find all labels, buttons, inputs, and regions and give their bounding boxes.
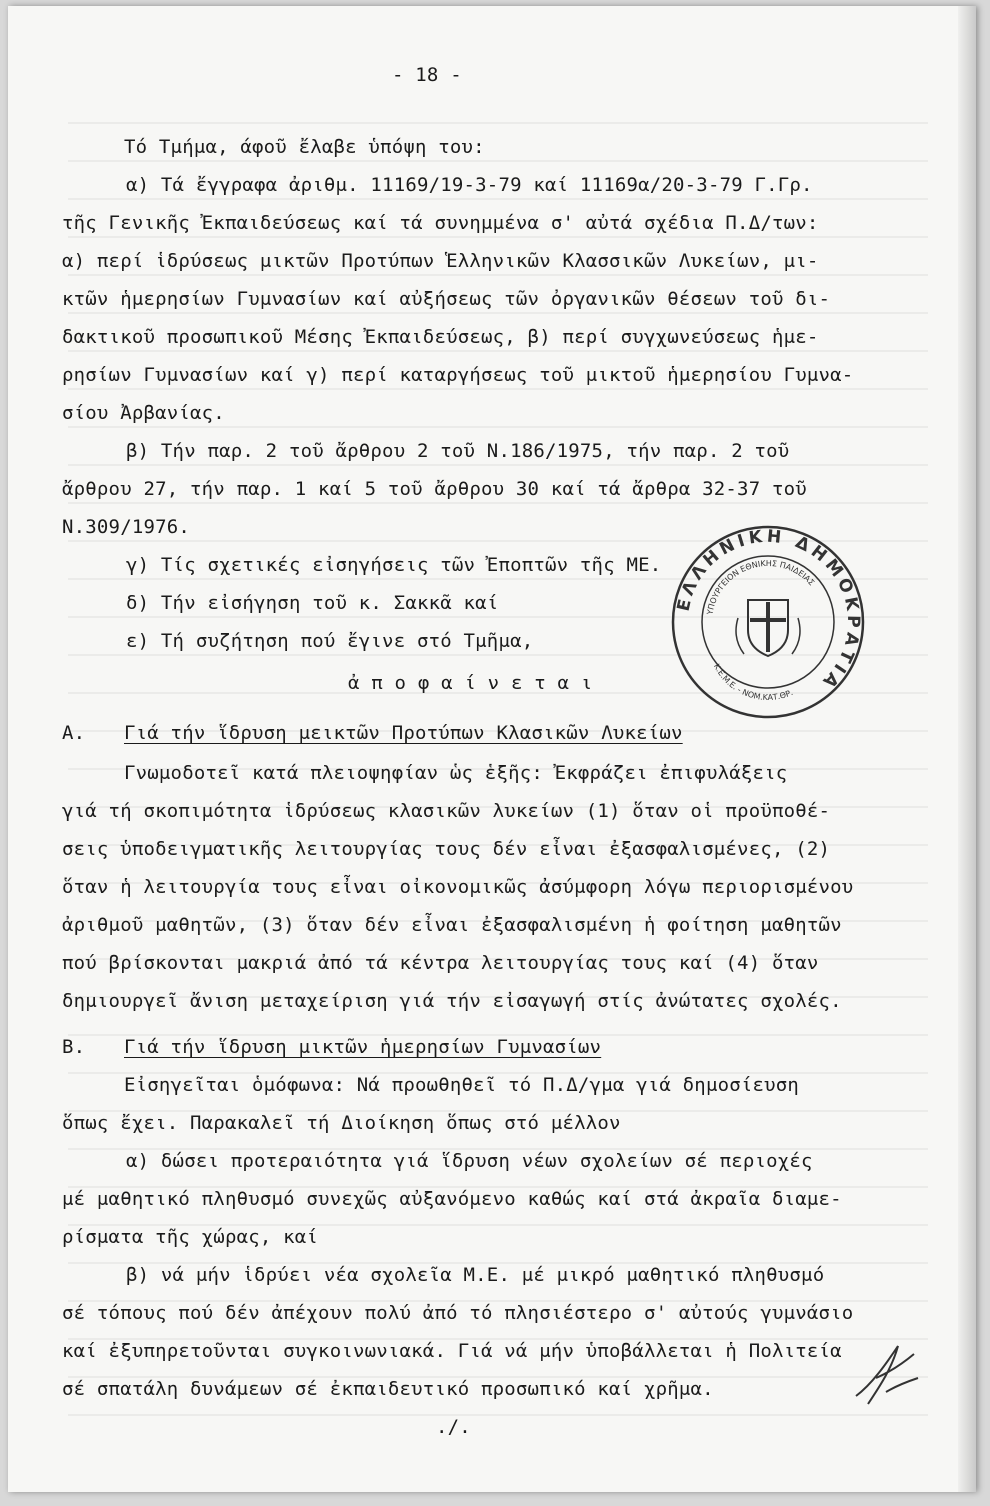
text-line: ὅταν ἡ λειτουργία τους εἶναι οἰκονομικῶς ἀσύμφορη λόγω περιορισμένου (62, 876, 854, 898)
text-line: Ν.309/1976. (62, 516, 191, 538)
text-line: τῆς Γενικῆς Ἐκπαιδεύσεως καί τά συνημμένα σ' αὐτά σχέδια Π.Δ/των: (62, 212, 819, 234)
text-line: α) Τά ἔγγραφα ἀριθμ. 11169/19-3-79 καί 11169α/20-3-79 Γ.Γρ. (126, 174, 813, 196)
text-line: γ) Τίς σχετικές εἰσηγήσεις τῶν Ἐποπτῶν τῆς ΜΕ. (126, 554, 662, 576)
text-line: β) νά μήν ἱδρύει νέα σχολεῖα Μ.Ε. μέ μικρό μαθητικό πληθυσμό (126, 1264, 825, 1286)
section-letter-a: Α. (62, 722, 86, 744)
text-line: κτῶν ἡμερησίων Γυμνασίων καί αὐξήσεως τῶν ὀργανικῶν θέσεων τοῦ δι- (62, 288, 831, 310)
text-line: δημιουργεῖ ἄνιση μεταχείριση γιά τήν εἰσαγωγή στίς ἀνώτατες σχολές. (62, 990, 842, 1012)
text-line: γιά τή σκοπιμότητα ἱδρύσεως κλασικῶν λυκείων (1) ὅταν οἱ προϋποθέ- (62, 800, 831, 822)
text-line: δ) Τήν εἰσήγηση τοῦ κ. Σακκᾶ καί (126, 592, 499, 614)
official-seal (668, 522, 868, 722)
text-line: β) Τήν παρ. 2 τοῦ ἄρθρου 2 τοῦ Ν.186/1975, τήν παρ. 2 τοῦ (126, 440, 790, 462)
text-line: σέ τόπους πού δέν ἀπέχουν πολύ ἀπό τό πλησιέστερο σ' αὐτούς γυμνάσιο (62, 1302, 854, 1324)
text-line: ἀριθμοῦ μαθητῶν, (3) ὅταν δέν εἶναι ἐξασφαλισμένη ἡ φοίτηση μαθητῶν (62, 914, 842, 936)
text-line: καί ἐξυπηρετοῦνται συγκοινωνιακά. Γιά νά μήν ὑποβάλλεται ἡ Πολιτεία (62, 1340, 842, 1362)
handwritten-initials (846, 1334, 926, 1414)
seal-graphic (668, 522, 868, 722)
section-letter-b: Β. (62, 1036, 86, 1058)
text-line: ἄρθρου 27, τήν παρ. 1 καί 5 τοῦ ἄρθρου 30 καί τά ἄρθρα 32-37 τοῦ (62, 478, 807, 500)
text-line: α) δώσει προτεραιότητα γιά ἵδρυση νέων σχολείων σέ περιοχές (126, 1150, 813, 1172)
svg-text:Κ.Ε.Μ.Ε. - ΝΟΜ.ΚΑΤ.ΘΡ. (712, 662, 794, 702)
text-line: Εἰσηγεῖται ὁμόφωνα: Νά προωθηθεῖ τό Π.Δ/γμα γιά δημοσίευση (124, 1074, 800, 1096)
text-line: ε) Τή συζήτηση πού ἔγινε στό Τμῆμα, (126, 630, 534, 652)
document-page (8, 6, 976, 1492)
text-line: ρησίων Γυμνασίων καί γ) περί καταργήσεως τοῦ μικτοῦ ἡμερησίου Γυμνα- (62, 364, 854, 386)
text-line: α) περί ἱδρύσεως μικτῶν Προτύπων Ἑλληνικῶν Κλασσικῶν Λυκείων, μι- (62, 250, 819, 272)
svg-text:ΥΠΟΥΡΓΕΙΟΝ ΕΘΝΙΚΗΣ ΠΑΙΔΕΙΑΣ (705, 559, 816, 616)
text-line: δακτικοῦ προσωπικοῦ Μέσης Ἐκπαιδεύσεως, β) περί συγχωνεύσεως ἡμε- (62, 326, 819, 348)
text-line: σέ σπατάλη δυνάμεων σέ ἐκπαιδευτικό προσωπικό καί χρῆμα. (62, 1378, 714, 1400)
section-title-a: Γιά τήν ἵδρυση μεικτῶν Προτύπων Κλασικῶν Λυκείων (124, 722, 683, 744)
seal-outer-text: ΕΛΛΗΝΙΚΗ ΔΗΜΟΚΡΑΤΙΑ (673, 526, 864, 695)
decision-heading: ἀ π ο φ α ί ν ε τ α ι (348, 672, 593, 694)
continuation-mark: ./. (436, 1416, 471, 1438)
text-line: ὅπως ἔχει. Παρακαλεῖ τή Διοίκηση ὅπως στό μέλλον (62, 1112, 621, 1134)
text-line: ρίσματα τῆς χώρας, καί (62, 1226, 319, 1248)
seal-bottom-text: Κ.Ε.Μ.Ε. - ΝΟΜ.ΚΑΤ.ΘΡ. (711, 662, 795, 703)
text-line: Γνωμοδοτεῖ κατά πλειοψηφίαν ὡς ἑξῆς: Ἐκφράζει ἐπιφυλάξεις (124, 762, 788, 784)
text-line: σεις ὑποδειγματικῆς λειτουργίας τους δέν εἶναι ἐξασφαλισμένες, (2) (62, 838, 831, 860)
seal-inner-text: ΥΠΟΥΡΓΕΙΟΝ ΕΘΝΙΚΗΣ ΠΑΙΔΕΙΑΣ (705, 558, 817, 616)
section-title-b: Γιά τήν ἵδρυση μικτῶν ἡμερησίων Γυμνασίων (124, 1036, 602, 1058)
page-number: - 18 - (392, 64, 462, 86)
text-line: πού βρίσκονται μακριά ἀπό τά κέντρα λειτουργίας τους καί (4) ὅταν (62, 952, 819, 974)
text-line: Τό Τμήμα, άφοῦ ἔλαβε ὑπόψη του: (124, 136, 485, 158)
text-line: μέ μαθητικό πληθυσμό συνεχῶς αὐξανόμενο καθώς καί στά ἀκραῖα διαμε- (62, 1188, 842, 1210)
page-edge (958, 6, 976, 1492)
text-line: σίου Ἀρβανίας. (62, 402, 225, 424)
